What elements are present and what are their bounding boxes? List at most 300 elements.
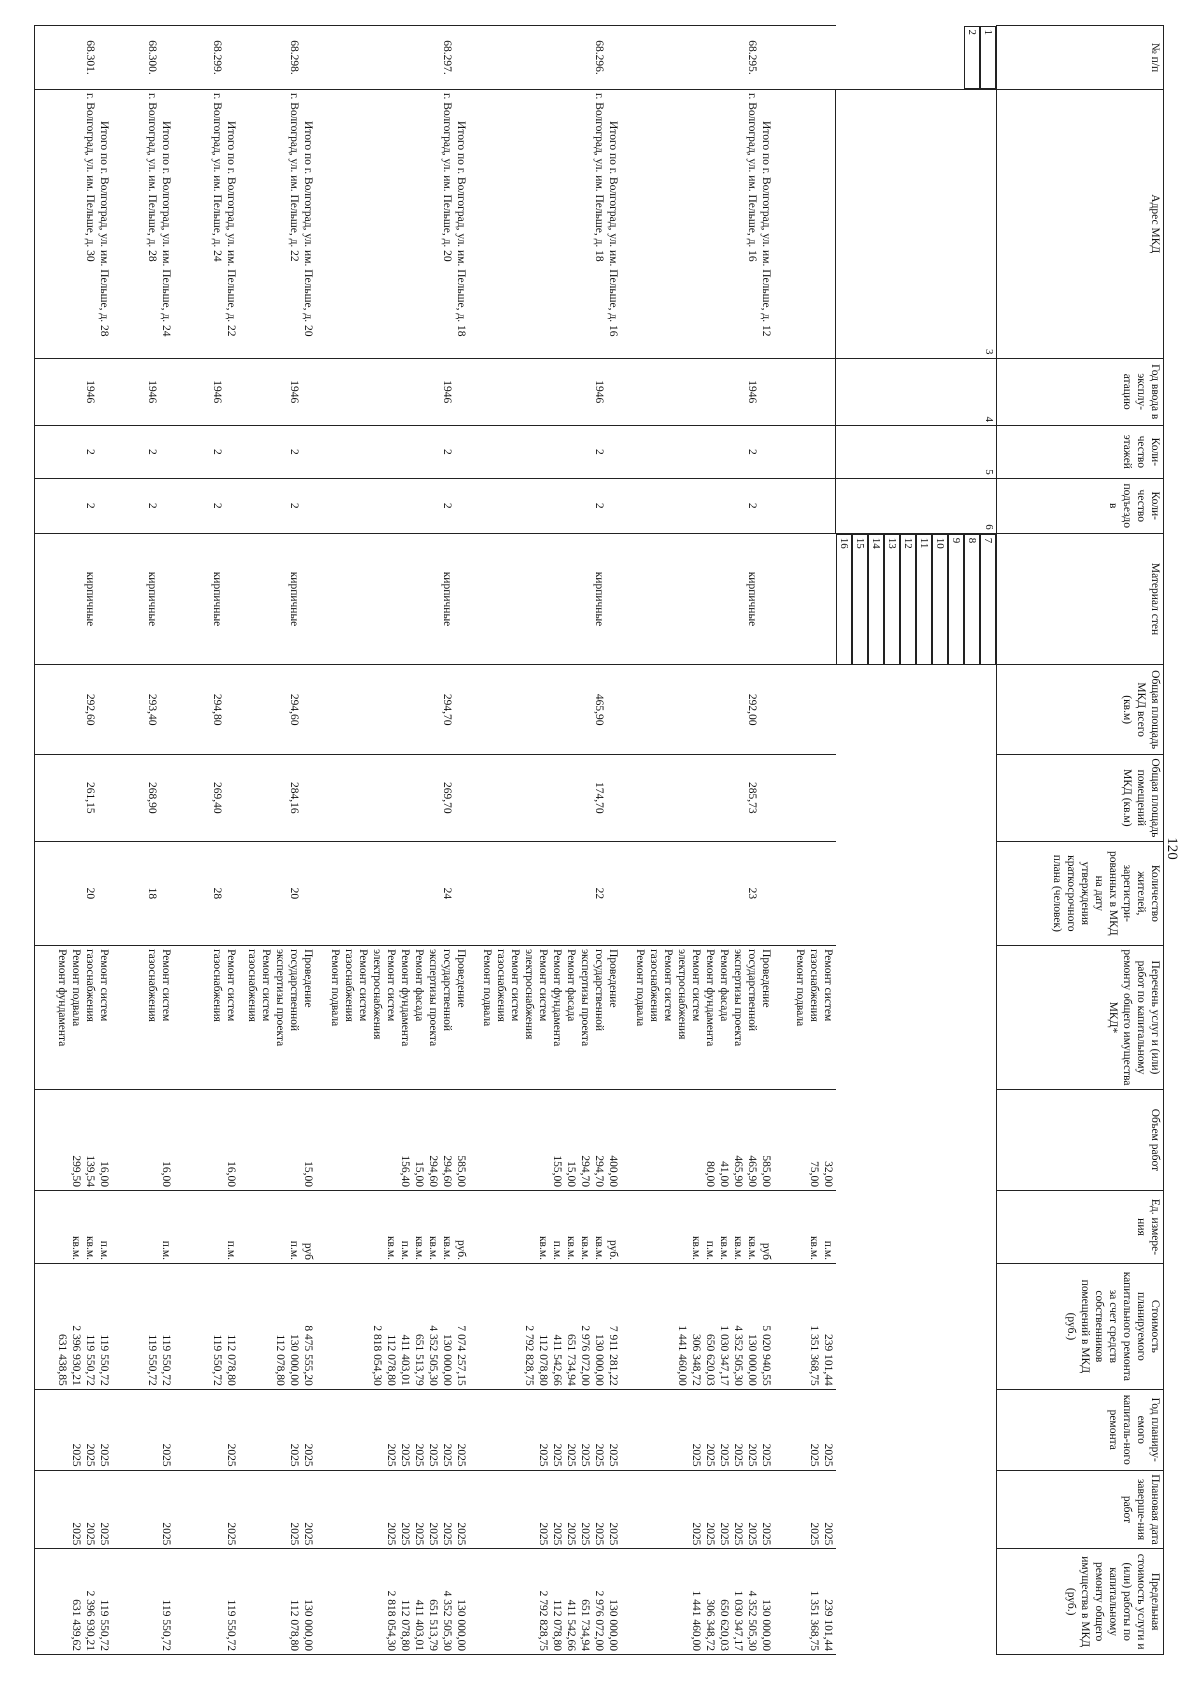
column-number-6: 6: [836, 478, 997, 533]
volume-value: 16,00: [97, 1161, 110, 1187]
cost-value: 4 352 505,30: [426, 1325, 439, 1386]
table-row: [239, 26, 316, 1655]
max-cost-value: 631 439,62: [69, 1599, 82, 1651]
cost-total-value: 8 475 555,20: [302, 1325, 314, 1386]
max-cost-value: 1 351 368,75: [808, 1590, 820, 1651]
volume-cell: [112, 1089, 174, 1190]
completion-year-value: 2025: [551, 1522, 564, 1546]
cell-mat: [239, 533, 316, 664]
repair-year-value: 2025: [97, 1443, 110, 1467]
cell-area-text: 293,40: [146, 693, 159, 726]
unit-value: кв.м.: [731, 1235, 744, 1260]
max-cost-value: 4 352 505,30: [745, 1590, 758, 1651]
cost-value: 631 438,85: [55, 1334, 68, 1386]
address-text: г. Волгоград, ул. им. Пельше, д. 28: [146, 93, 159, 262]
cell-mat: [174, 533, 238, 664]
table-body: [35, 26, 837, 1655]
volume-value: 15,00: [412, 1161, 425, 1187]
cell-year-text: 1946: [440, 380, 453, 404]
completion-year-value: 2025: [384, 1522, 397, 1546]
completion-year-value: 2025: [426, 1522, 439, 1546]
volume-value: 15,00: [302, 1161, 314, 1187]
cell-entr: [112, 478, 174, 533]
unit-value: руб.: [607, 1240, 620, 1260]
cell-year-text: 1946: [210, 380, 223, 404]
cell-mat-text: кирпичные: [745, 571, 758, 627]
year-cell: [112, 1389, 174, 1470]
cost-cell: [174, 1263, 238, 1389]
cell-area-text: 465,90: [593, 693, 606, 726]
cell-mat: [316, 533, 469, 664]
cost-total-value: 5 020 940,55: [759, 1325, 772, 1386]
cell-entr-text: 2: [210, 502, 223, 509]
work-item: Ремонт фундамента: [551, 949, 564, 1047]
row-number: [774, 26, 836, 90]
column-header-1: № п/п: [997, 26, 1164, 90]
address-cell: [239, 90, 316, 359]
cell-entr: [239, 478, 316, 533]
volume-value: 299,50: [69, 1155, 82, 1187]
cost-cell: [112, 1263, 174, 1389]
repair-year-value: 2025: [717, 1443, 730, 1467]
cell-year: [239, 358, 316, 425]
cell-entr-text: 2: [288, 502, 300, 509]
volume-value: 294,70: [593, 1155, 606, 1187]
works-cell: [774, 946, 836, 1090]
max-cost-value: 2 792 828,75: [537, 1590, 550, 1651]
work-item: Ремонт систем газоснабжения: [495, 949, 522, 1022]
completion-year-value: 2025: [593, 1522, 606, 1546]
max-cost-cell: [774, 1549, 836, 1655]
volume-value: 465,90: [731, 1155, 744, 1187]
total-label: Итого по г. Волгоград, ул. им. Пельше, д. 20: [302, 121, 314, 337]
row-number-text: 68.295.: [745, 40, 758, 75]
row-number-text: 68.297.: [440, 40, 453, 75]
max-cost-value: 2 818 054,30: [384, 1590, 397, 1651]
cell-floors: [469, 425, 622, 478]
done-cell: [239, 1470, 316, 1549]
completion-year-value: 2025: [440, 1522, 453, 1546]
cell-floors-text: 2: [83, 448, 96, 455]
repair-year-value: 2025: [160, 1443, 173, 1467]
row-number: [35, 26, 112, 90]
completion-year-value: 2025: [745, 1522, 758, 1546]
cell-floors-text: 2: [288, 448, 300, 455]
cost-cell: [35, 1263, 112, 1389]
cell-mat-text: кирпичные: [288, 571, 300, 627]
max-cost-cell: [112, 1549, 174, 1655]
volume-cell: [469, 1089, 622, 1190]
cost-value: 2 976 072,00: [579, 1325, 592, 1386]
max-cost-value: 651 734,94: [579, 1599, 592, 1651]
cell-area-text: 292,60: [83, 693, 96, 726]
column-header-16: Предельная стоимость услуги и (или) работы по капитальному ремонту общего имущества в МКД (руб.): [997, 1549, 1164, 1655]
cell-area-text: 294,70: [440, 693, 453, 726]
cost-total-value: 119 550,72: [160, 1334, 173, 1386]
repair-year-value: 2025: [565, 1443, 578, 1467]
total-label: Итого по г. Волгоград, ул. им. Пельше, д. 24: [160, 121, 173, 337]
cell-floors-text: 2: [440, 448, 453, 455]
cell-floors-text: 2: [745, 448, 758, 455]
completion-year-value: 2025: [731, 1522, 744, 1546]
cell-area: [621, 665, 774, 755]
volume-value: 585,00: [759, 1155, 772, 1187]
unit-cell: [35, 1190, 112, 1263]
unit-value: п.м.: [224, 1240, 237, 1260]
max-cost-value: 130 000,00: [454, 1599, 467, 1651]
table-row: [112, 26, 174, 1655]
cell-year-text: 1946: [288, 380, 300, 404]
cell-area2: [174, 755, 238, 842]
unit-value: кв.м.: [384, 1235, 397, 1260]
unit-value: п.м.: [398, 1240, 411, 1260]
cost-value: 119 550,72: [83, 1334, 96, 1386]
volume-value: 41,00: [717, 1161, 730, 1187]
unit-cell: [174, 1190, 238, 1263]
cost-value: 119 550,72: [146, 1334, 159, 1386]
cost-value: 1 351 368,75: [808, 1325, 820, 1386]
column-number-13: 13: [884, 534, 900, 665]
column-header-11: Объем работ: [997, 1089, 1164, 1190]
cell-area2: [35, 755, 112, 842]
cell-res-text: 24: [440, 887, 453, 900]
cost-total-value: 112 078,80: [224, 1334, 237, 1386]
max-cost-value: 112 078,80: [288, 1599, 300, 1651]
column-number-5: 5: [836, 425, 997, 478]
work-item: Ремонт систем газоснабжения: [808, 949, 834, 1022]
address-text: г. Волгоград, ул. им. Пельше, д. 18: [593, 93, 606, 262]
work-item: Проведение государственной экспертизы проекта: [274, 949, 314, 1047]
address-cell: [35, 90, 112, 359]
work-item: Ремонт фундамента: [398, 949, 411, 1047]
work-item: Проведение государственной экспертизы проекта: [579, 949, 620, 1047]
cost-cell: [239, 1263, 316, 1389]
cell-mat: [774, 533, 836, 664]
address-text: г. Волгоград, ул. им. Пельше, д. 20: [440, 93, 453, 262]
cell-floors: [316, 425, 469, 478]
cell-year-text: 1946: [146, 380, 159, 404]
column-number-12: 12: [900, 534, 916, 665]
cell-res-text: 18: [146, 887, 159, 900]
max-cost-cell: [35, 1549, 112, 1655]
repair-year-value: 2025: [593, 1443, 606, 1467]
unit-cell: [112, 1190, 174, 1263]
cell-mat-text: кирпичные: [440, 571, 453, 627]
max-cost-value: 130 000,00: [607, 1599, 620, 1651]
column-number-16: 16: [836, 534, 852, 665]
cell-entr-text: 2: [593, 502, 606, 509]
cell-area2: [316, 755, 469, 842]
cost-total-value: 7 911 281,22: [607, 1325, 620, 1386]
cell-res: [621, 841, 774, 945]
cell-res-text: 22: [593, 887, 606, 900]
volume-cell: [174, 1089, 238, 1190]
max-cost-value: 119 550,72: [224, 1599, 237, 1651]
year-cell: [469, 1389, 622, 1470]
year-cell: [774, 1389, 836, 1470]
completion-year-value: 2025: [398, 1522, 411, 1546]
total-label: Итого по г. Волгоград, ул. им. Пельше, д. 22: [224, 121, 237, 337]
capital-repair-table: [34, 25, 1164, 1655]
max-cost-value: 239 101,44: [822, 1599, 834, 1651]
volume-value: 32,00: [822, 1161, 834, 1187]
max-cost-value: 130 000,00: [302, 1599, 314, 1651]
cost-cell: [621, 1263, 774, 1389]
max-cost-value: 112 078,80: [398, 1599, 411, 1651]
row-number: [174, 26, 238, 90]
max-cost-value: 1 441 460,00: [689, 1590, 702, 1651]
cell-area: [316, 665, 469, 755]
cell-year-text: 1946: [745, 380, 758, 404]
unit-cell: [316, 1190, 469, 1263]
cost-cell: [316, 1263, 469, 1389]
done-cell: [621, 1470, 774, 1549]
cell-res-text: 20: [288, 887, 300, 900]
max-cost-cell: [621, 1549, 774, 1655]
repair-year-value: 2025: [288, 1443, 300, 1467]
cell-entr: [469, 478, 622, 533]
column-header-8: Общая площадь помещений МКД (кв.м): [997, 755, 1164, 842]
year-cell: [316, 1389, 469, 1470]
cell-year: [621, 358, 774, 425]
volume-value: 139,54: [83, 1155, 96, 1187]
cell-floors: [112, 425, 174, 478]
work-item: Ремонт систем электроснабжения: [523, 949, 550, 1040]
done-cell: [112, 1470, 174, 1549]
completion-year-value: 2025: [69, 1522, 82, 1546]
completion-year-value: 2025: [579, 1522, 592, 1546]
completion-year-value: 2025: [302, 1522, 314, 1546]
max-cost-value: 650 620,03: [717, 1599, 730, 1651]
cost-value: 2 818 054,30: [370, 1325, 383, 1386]
cost-value: 651 513,79: [412, 1334, 425, 1386]
repair-year-value: 2025: [689, 1443, 702, 1467]
repair-year-value: 2025: [537, 1443, 550, 1467]
unit-value: кв.м.: [808, 1235, 820, 1260]
works-cell: [239, 946, 316, 1090]
unit-value: руб: [759, 1242, 772, 1260]
cell-floors: [174, 425, 238, 478]
completion-year-value: 2025: [83, 1522, 96, 1546]
volume-cell: [621, 1089, 774, 1190]
address-cell: [174, 90, 238, 359]
work-item: Ремонт подвала: [328, 949, 341, 1027]
column-number-15: 15: [852, 534, 868, 665]
repair-year-value: 2025: [398, 1443, 411, 1467]
cost-value: 130 000,00: [745, 1334, 758, 1386]
address-cell: [112, 90, 174, 359]
volume-cell: [35, 1089, 112, 1190]
unit-value: кв.м.: [593, 1235, 606, 1260]
done-cell: [174, 1470, 238, 1549]
volume-cell: [774, 1089, 836, 1190]
cell-area2-text: 269,70: [440, 782, 453, 814]
row-number-text: 68.299.: [210, 40, 223, 75]
address-text: г. Волгоград, ул. им. Пельше, д. 24: [210, 93, 223, 262]
column-number-14: 14: [868, 534, 884, 665]
max-cost-value: 112 078,80: [551, 1599, 564, 1651]
completion-year-value: 2025: [412, 1522, 425, 1546]
year-cell: [174, 1389, 238, 1470]
completion-year-value: 2025: [703, 1522, 716, 1546]
column-header-6: Материал стен: [997, 533, 1164, 664]
cell-area2-text: 284,16: [288, 782, 300, 814]
done-cell: [316, 1470, 469, 1549]
cost-cell: [774, 1263, 836, 1389]
cost-value: 112 078,80: [537, 1334, 550, 1386]
repair-year-value: 2025: [703, 1443, 716, 1467]
column-number-1: 1: [980, 26, 996, 90]
cell-area2-text: 261,15: [83, 782, 96, 814]
max-cost-cell: [469, 1549, 622, 1655]
unit-value: кв.м.: [689, 1235, 702, 1260]
cell-entr: [774, 478, 836, 533]
volume-value: 294,70: [579, 1155, 592, 1187]
unit-cell: [239, 1190, 316, 1263]
cell-area: [174, 665, 238, 755]
cell-entr: [174, 478, 238, 533]
cell-area-text: 292,00: [745, 693, 758, 726]
cell-res: [112, 841, 174, 945]
works-cell: [35, 946, 112, 1090]
cell-area: [112, 665, 174, 755]
cost-value: 239 101,44: [822, 1334, 834, 1386]
completion-year-value: 2025: [224, 1522, 237, 1546]
cell-floors: [621, 425, 774, 478]
row-number: [112, 26, 174, 90]
completion-year-value: 2025: [759, 1522, 772, 1546]
address-cell: [316, 90, 469, 359]
table-row: [774, 26, 836, 1655]
work-item: Ремонт фундамента: [55, 949, 68, 1047]
work-item: Ремонт подвала: [794, 949, 806, 1027]
volume-cell: [316, 1089, 469, 1190]
column-header-2: Адрес МКД: [997, 90, 1164, 359]
completion-year-value: 2025: [160, 1522, 173, 1546]
cell-area: [774, 665, 836, 755]
column-header-7: Общая площадь МКД всего (кв.м): [997, 665, 1164, 755]
total-label: Итого по г. Волгоград, ул. им. Пельше, д. 12: [759, 121, 772, 337]
volume-value: 16,00: [224, 1161, 237, 1187]
unit-value: кв.м.: [579, 1235, 592, 1260]
cost-value: 2 396 930,21: [69, 1325, 82, 1386]
column-header-4: Коли-чество этажей: [997, 425, 1164, 478]
year-cell: [621, 1389, 774, 1470]
total-label: Итого по г. Волгоград, ул. им. Пельше, д. 16: [607, 121, 620, 337]
cell-res-text: 23: [745, 887, 758, 900]
row-number-text: 68.298.: [288, 40, 300, 75]
table-row: [469, 26, 622, 1655]
works-cell: [112, 946, 174, 1090]
unit-value: п.м.: [822, 1240, 834, 1260]
repair-year-value: 2025: [551, 1443, 564, 1467]
column-header-5: Коли-чество подъездо в: [997, 478, 1164, 533]
cell-year-text: 1946: [593, 380, 606, 404]
volume-cell: [239, 1089, 316, 1190]
cell-entr: [316, 478, 469, 533]
cell-res: [239, 841, 316, 945]
cost-value: 119 550,72: [210, 1334, 223, 1386]
cost-value: 4 352 505,30: [731, 1325, 744, 1386]
year-cell: [35, 1389, 112, 1470]
max-cost-value: 651 513,79: [426, 1599, 439, 1651]
max-cost-value: 411 542,66: [565, 1599, 578, 1651]
volume-value: 294,60: [440, 1155, 453, 1187]
row-number: [469, 26, 622, 90]
cell-res: [174, 841, 238, 945]
max-cost-value: 1 030 347,17: [731, 1590, 744, 1651]
repair-year-value: 2025: [224, 1443, 237, 1467]
cell-area2: [112, 755, 174, 842]
cell-mat: [112, 533, 174, 664]
work-item: Ремонт фасада: [412, 949, 425, 1022]
unit-value: п.м.: [160, 1240, 173, 1260]
cost-value: 1 030 347,17: [717, 1325, 730, 1386]
cost-value: 130 000,00: [288, 1334, 300, 1386]
cell-entr-text: 2: [146, 502, 159, 509]
completion-year-value: 2025: [689, 1522, 702, 1546]
row-number-text: 68.300.: [146, 40, 159, 75]
cost-value: 411 403,01: [398, 1334, 411, 1386]
address-cell: [621, 90, 774, 359]
cell-floors-text: 2: [146, 448, 159, 455]
cell-mat-text: кирпичные: [146, 571, 159, 627]
volume-value: 75,00: [808, 1161, 820, 1187]
cell-area2: [774, 755, 836, 842]
volume-value: 400,00: [607, 1155, 620, 1187]
cell-area2-text: 174,70: [593, 782, 606, 814]
column-header-14: Год планиру-емого капиталь-ного ремонта: [997, 1389, 1164, 1470]
cell-floors: [774, 425, 836, 478]
works-cell: [469, 946, 622, 1090]
cost-value: 651 734,94: [565, 1334, 578, 1386]
column-header-13: Стоимость планируемого капитального ремонта за счет средств собственников помещений в МКД (руб.): [997, 1263, 1164, 1389]
max-cost-value: 4 352 505,30: [440, 1590, 453, 1651]
max-cost-value: 119 550,72: [160, 1599, 173, 1651]
cell-year: [112, 358, 174, 425]
unit-value: руб: [302, 1242, 314, 1260]
cell-res: [35, 841, 112, 945]
work-item: Ремонт систем электроснабжения: [370, 949, 397, 1040]
volume-value: 465,90: [745, 1155, 758, 1187]
row-number-text: 68.301.: [83, 40, 96, 75]
unit-value: п.м.: [97, 1240, 110, 1260]
cost-value: 306 348,72: [689, 1334, 702, 1386]
cell-mat: [621, 533, 774, 664]
column-number-4: 4: [836, 358, 997, 425]
cell-entr: [35, 478, 112, 533]
max-cost-value: 2 976 072,00: [593, 1590, 606, 1651]
cost-value: 112 078,80: [274, 1334, 286, 1386]
table-row: [35, 26, 112, 1655]
repair-year-value: 2025: [426, 1443, 439, 1467]
work-item: Ремонт фасада: [717, 949, 730, 1022]
repair-year-value: 2025: [302, 1443, 314, 1467]
column-number-9: 9: [948, 534, 964, 665]
column-number-3: 3: [836, 90, 997, 359]
volume-value: 155,00: [551, 1155, 564, 1187]
unit-value: кв.м.: [717, 1235, 730, 1260]
cost-value: 2 792 828,75: [523, 1325, 536, 1386]
cell-area2-text: 269,40: [210, 782, 223, 814]
max-cost-value: 411 403,01: [412, 1599, 425, 1651]
cell-year: [174, 358, 238, 425]
cell-year: [35, 358, 112, 425]
cell-mat-text: кирпичные: [593, 571, 606, 627]
max-cost-value: 306 348,72: [703, 1599, 716, 1651]
column-header-10: Перечень услуг и (или) работ по капитальному ремонту общего имущества МКД*: [997, 946, 1164, 1090]
max-cost-value: 2 396 930,21: [83, 1590, 96, 1651]
